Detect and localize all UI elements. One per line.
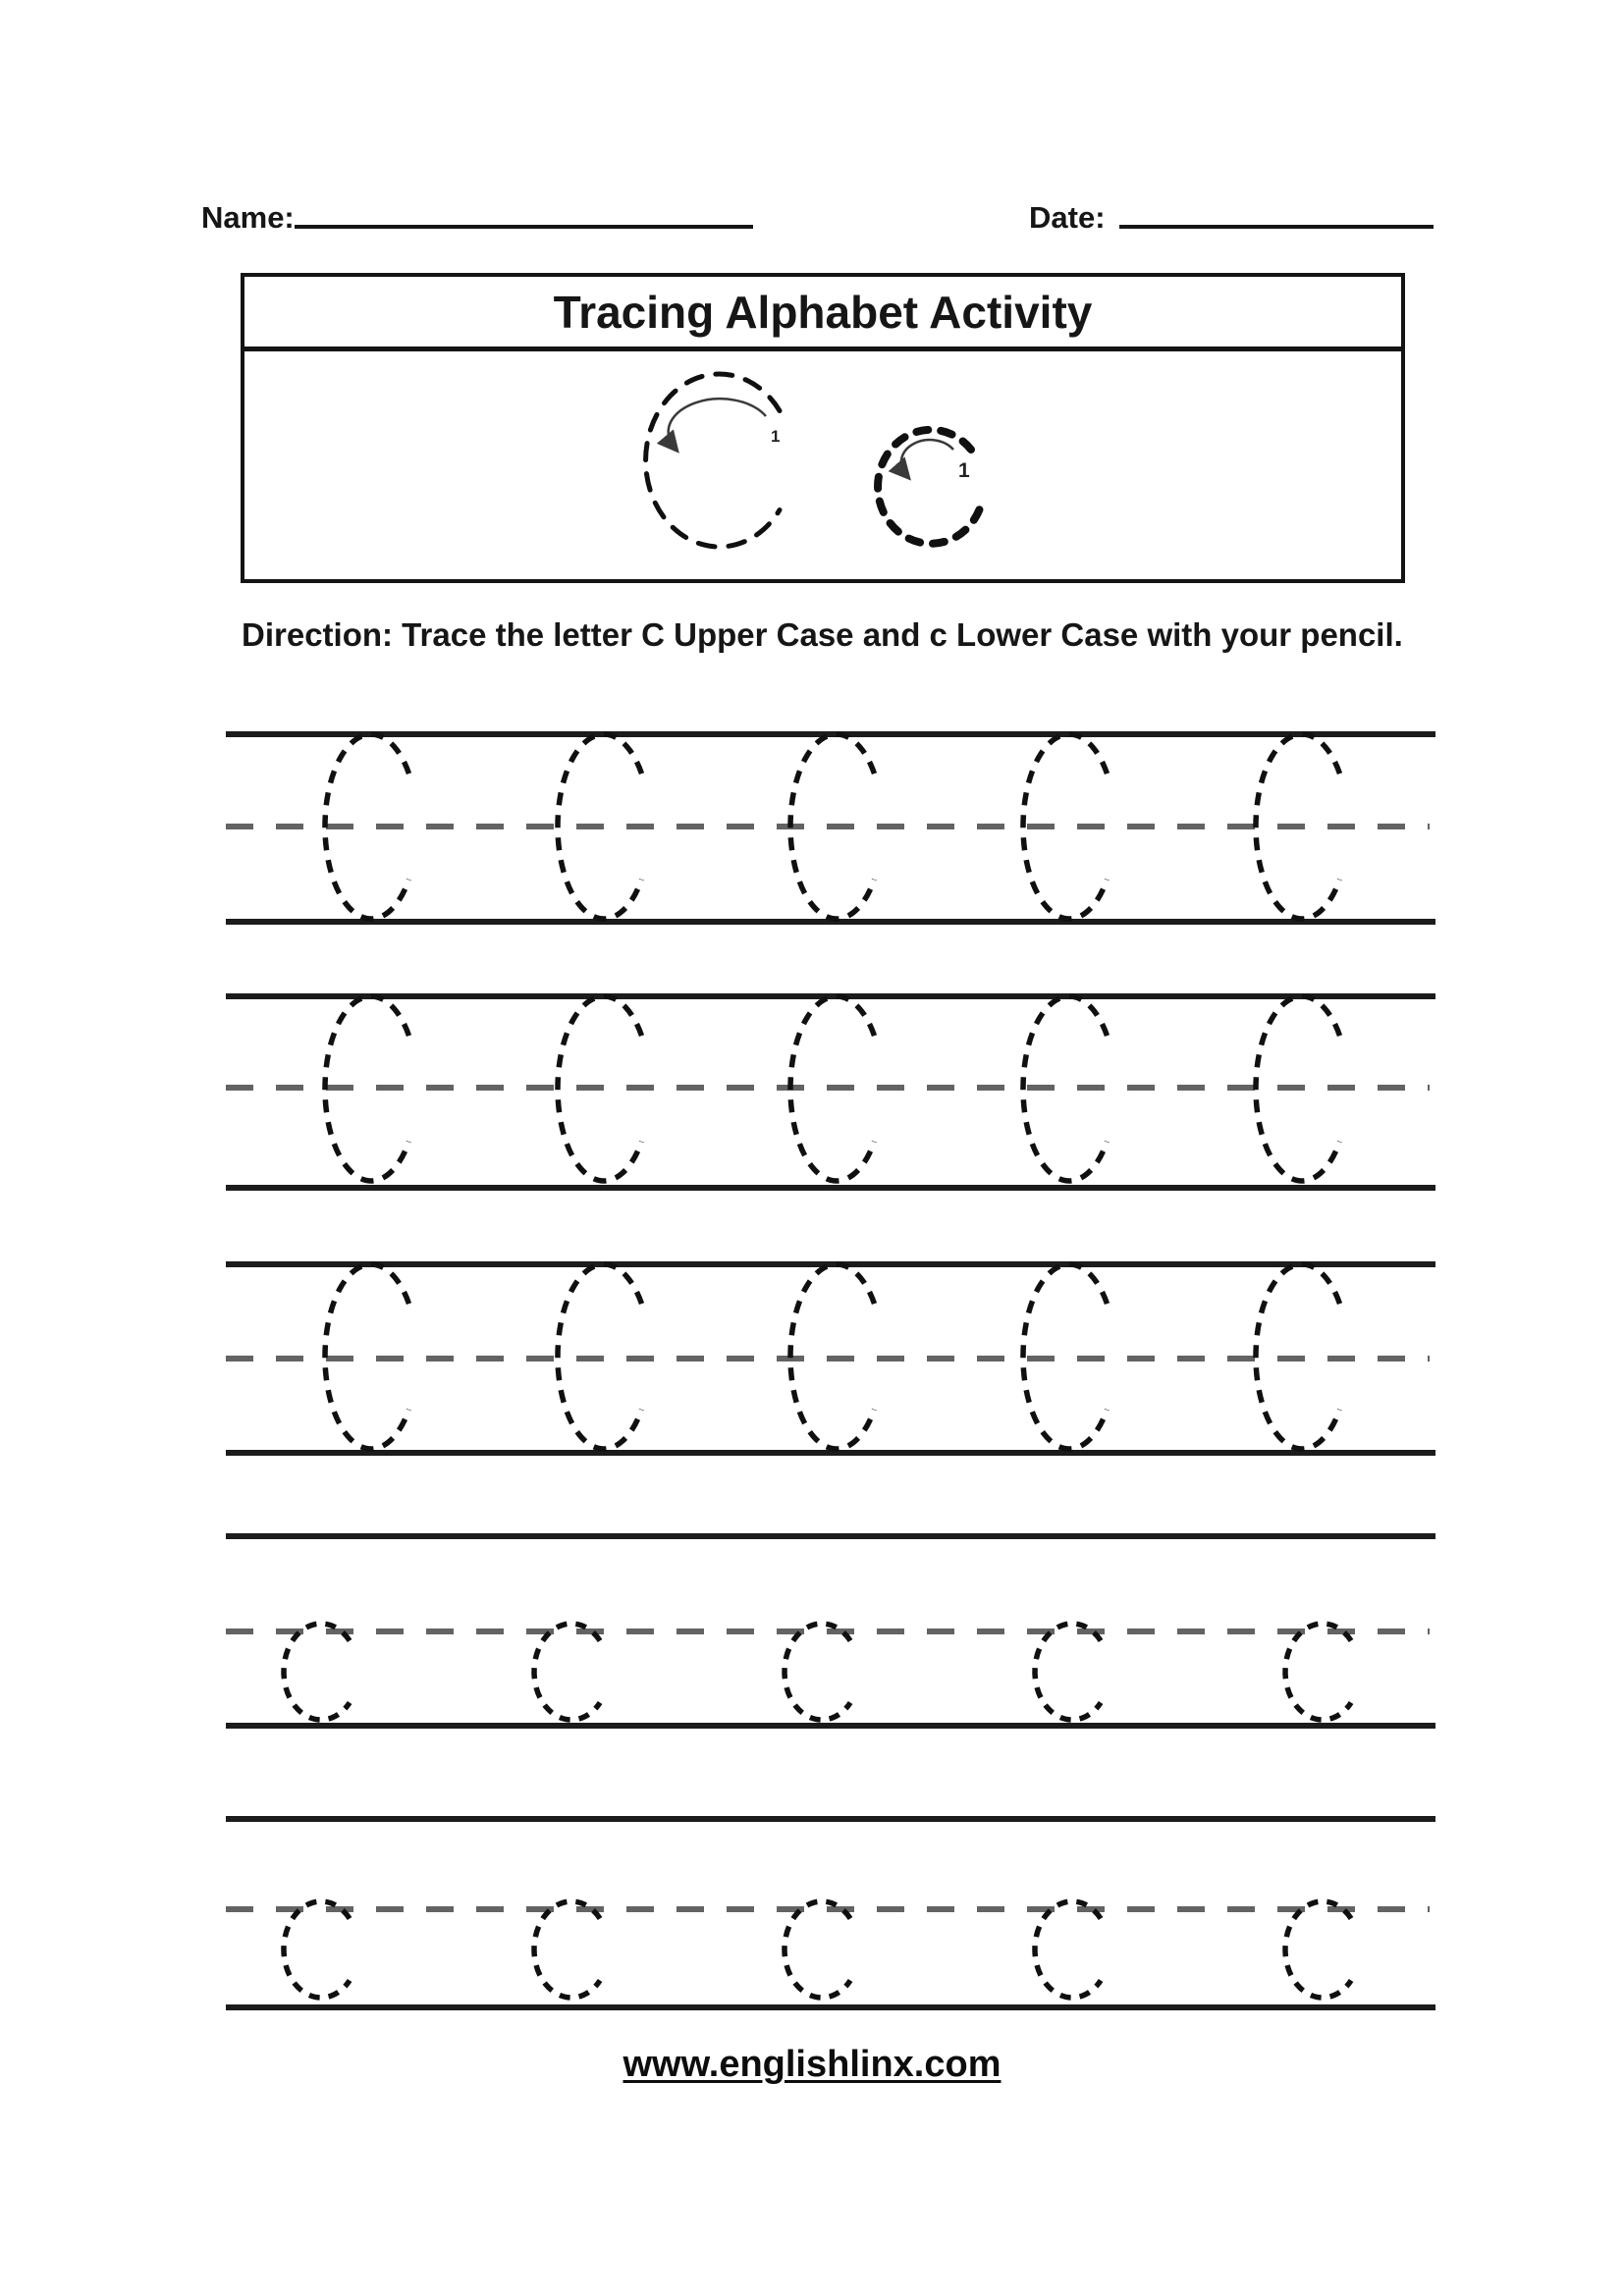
trace-letter-C — [320, 1258, 422, 1455]
letter-demo-graphic — [244, 353, 1401, 579]
uppercase-c-demo — [646, 374, 781, 547]
stroke-direction-arrow — [669, 399, 766, 448]
name-write-line — [295, 225, 753, 229]
worksheet-title: Tracing Alphabet Activity — [553, 286, 1093, 338]
trace-letter-c — [1029, 1618, 1115, 1726]
row-bottom-line — [226, 2004, 1435, 2010]
name-label: Name: — [201, 200, 295, 235]
trace-letter-C — [1018, 728, 1120, 925]
row-top-line — [226, 1816, 1435, 1822]
trace-row — [226, 1816, 1435, 2010]
trace-letter-c — [278, 1618, 364, 1726]
stroke-number: 1 — [958, 459, 970, 482]
stroke-number: 1 — [771, 427, 781, 446]
trace-letter-C — [320, 990, 422, 1187]
trace-row — [226, 993, 1435, 1191]
trace-letter-c — [779, 1896, 865, 2003]
trace-letter-C — [1251, 728, 1353, 925]
trace-letter-C — [1251, 990, 1353, 1187]
trace-letter-c — [1279, 1618, 1366, 1726]
row-top-line — [226, 1533, 1435, 1539]
trace-row — [226, 1261, 1435, 1456]
trace-letter-c — [779, 1618, 865, 1726]
trace-letter-c — [528, 1896, 615, 2003]
trace-letter-C — [553, 1258, 655, 1455]
trace-letter-C — [785, 728, 888, 925]
stroke-direction-arrow — [901, 440, 953, 475]
title-box — [241, 273, 1405, 583]
date-label: Date: — [1029, 200, 1106, 235]
direction-text: Direction: Trace the letter C Upper Case and c Lower Case with your pencil. — [242, 616, 1403, 653]
title-row — [244, 277, 1401, 351]
trace-letter-C — [785, 990, 888, 1187]
trace-letter-C — [320, 728, 422, 925]
trace-letter-C — [553, 990, 655, 1187]
trace-letter-C — [1018, 990, 1120, 1187]
trace-letter-C — [1018, 1258, 1120, 1455]
trace-letter-C — [553, 728, 655, 925]
trace-letter-c — [1279, 1896, 1366, 2003]
trace-letter-c — [528, 1618, 615, 1726]
date-write-line — [1119, 225, 1434, 229]
trace-row — [226, 731, 1435, 925]
lowercase-c-demo — [878, 430, 981, 544]
trace-row — [226, 1533, 1435, 1729]
trace-letter-c — [278, 1896, 364, 2003]
trace-letter-C — [785, 1258, 888, 1455]
trace-letter-c — [1029, 1896, 1115, 2003]
footer-website-link: www.englishlinx.com — [623, 2044, 1001, 2085]
trace-letter-C — [1251, 1258, 1353, 1455]
